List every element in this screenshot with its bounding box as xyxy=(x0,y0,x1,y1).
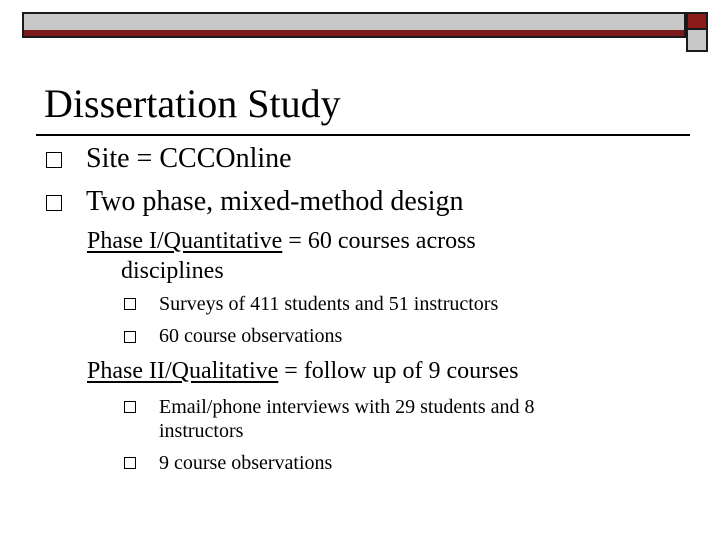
phase1-text: = 60 courses across xyxy=(282,228,476,254)
square-bullet-icon xyxy=(46,152,62,168)
phase1-label: Phase I/Quantitative xyxy=(87,228,283,254)
phase1-line xyxy=(87,227,476,255)
phase1-item-observations: 60 course observations xyxy=(159,325,343,347)
phase1-item-surveys: Surveys of 411 students and 51 instructors xyxy=(159,293,499,315)
slide-title: Dissertation Study xyxy=(44,81,341,126)
bullet-site: Site = CCCOnline xyxy=(86,143,292,174)
phase2-item-observations: 9 course observations xyxy=(159,452,333,474)
bullet-design: Two phase, mixed-method design xyxy=(86,186,464,217)
square-bullet-icon xyxy=(46,195,62,211)
phase2-item-interviews-cont: instructors xyxy=(159,420,244,442)
square-bullet-icon xyxy=(124,331,136,343)
phase1-line2: disciplines xyxy=(121,258,224,284)
phase2-label: Phase II/Qualitative xyxy=(87,358,279,384)
phase2-item-interviews: Email/phone interviews with 29 students and 8 xyxy=(159,396,535,418)
square-bullet-icon xyxy=(124,298,136,310)
phase2-text: = follow up of 9 courses xyxy=(278,358,519,384)
square-bullet-icon xyxy=(124,457,136,469)
phase2-line xyxy=(87,357,518,385)
square-bullet-icon xyxy=(124,401,136,413)
